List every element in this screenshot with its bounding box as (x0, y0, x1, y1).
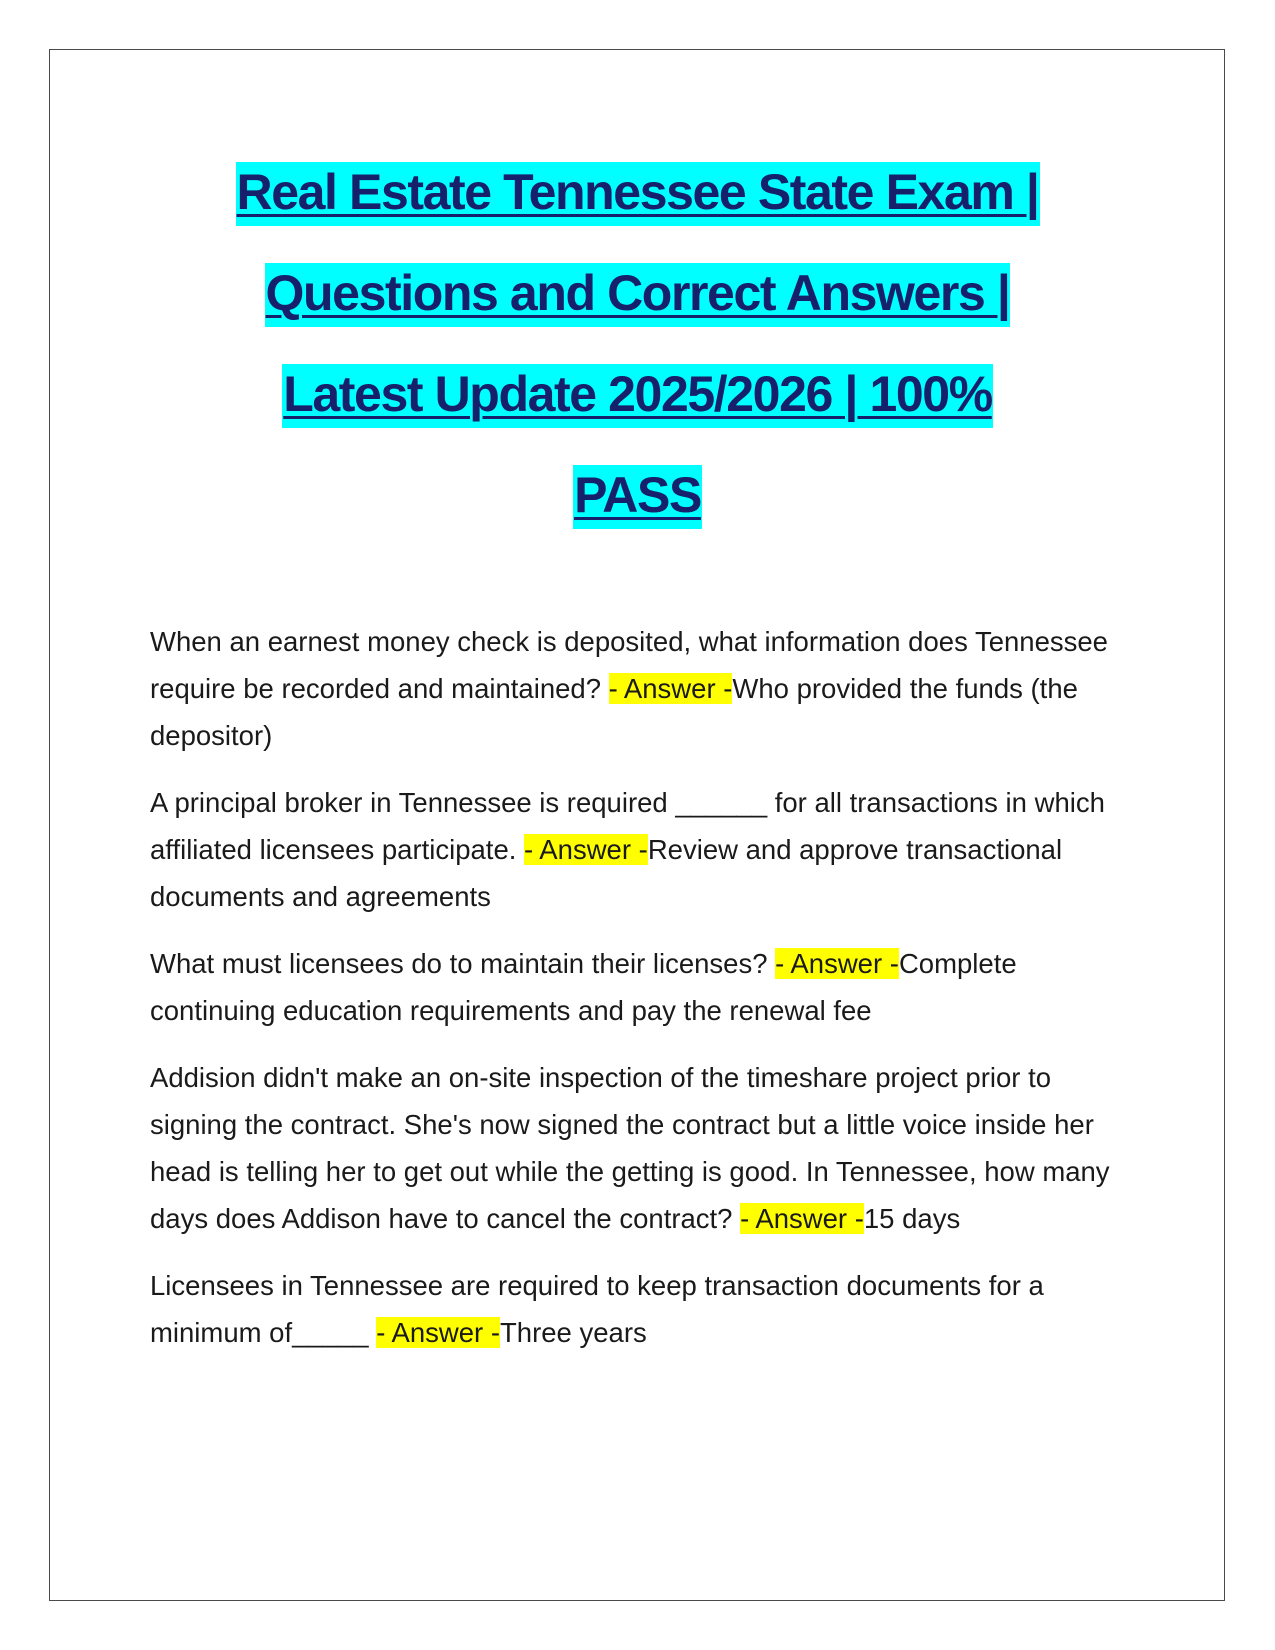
question-text: A principal broker in Tennessee is required ______ for all transactions in which affiliated licensees participate. (150, 787, 1105, 865)
answer-marker: - Answer - (524, 834, 648, 865)
question-text: Addision didn't make an on-site inspection of the timeshare project prior to signing the contract. She's now signed the contract but a little voice inside her head is telling her to get out while the getting is good. In Tennessee, how many days does Addison have to cancel the contract? (150, 1062, 1110, 1234)
answer-text: Complete continuing education requirements and pay the renewal fee (150, 948, 1017, 1026)
title-line (60, 445, 1215, 546)
answer-marker: - Answer - (608, 673, 733, 704)
title-line (60, 344, 1215, 445)
title-line-text: Latest Update 2025/2026 | 100% (282, 364, 993, 428)
title-line (60, 243, 1215, 344)
answer-marker: - Answer - (376, 1317, 500, 1348)
question-text: When an earnest money check is deposited, what information does Tennessee require be recorded and maintained? (150, 626, 1108, 704)
title-line-text: Real Estate Tennessee State Exam | (236, 162, 1040, 226)
answer-marker: - Answer - (775, 948, 899, 979)
qa-item (150, 1054, 1140, 1242)
answer-text: Three years (500, 1317, 647, 1348)
qa-item (150, 1262, 1140, 1356)
answer-text: Review and approve transactional documents and agreements (150, 834, 1063, 912)
answer-marker: - Answer - (740, 1203, 864, 1234)
title-line (60, 142, 1215, 243)
answer-text: Who provided the funds (the depositor) (150, 673, 1078, 751)
qa-item (150, 940, 1140, 1034)
question-text: Licensees in Tennessee are required to keep transaction documents for a minimum of_____ (150, 1270, 1044, 1348)
answer-text: 15 days (863, 1203, 961, 1234)
title-line-text: PASS (573, 465, 702, 529)
document-title (60, 142, 1215, 546)
qa-item (150, 779, 1140, 920)
title-line-text: Questions and Correct Answers | (265, 263, 1011, 327)
qa-item (150, 618, 1140, 759)
question-text: What must licensees do to maintain their licenses? (150, 948, 776, 979)
qa-list (150, 618, 1140, 1376)
